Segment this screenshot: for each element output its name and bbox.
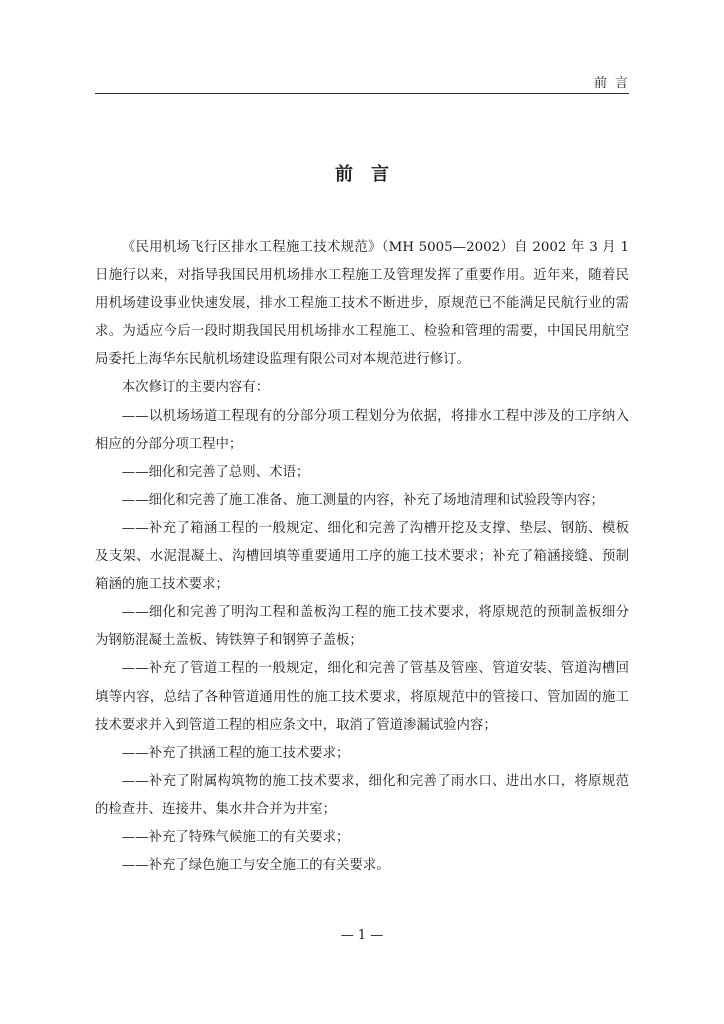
- revision-item: ——以机场场道工程现有的分部分项工程划分为依据，将排水工程中涉及的工序纳入相应的分部分项工程中；: [95, 408, 629, 452]
- revision-item: ——补充了特殊气候施工的有关要求；: [121, 829, 350, 845]
- revision-item: ——补充了箱涵工程的一般规定、细化和完善了沟槽开挖及支撑、垫层、钢筋、模板及支架、水泥混凝土、沟槽回填等重要通用工序的施工技术要求；补充了箱涵接缝、预制箱涵的施工技术要求；: [95, 520, 629, 593]
- revision-item: ——细化和完善了施工准备、施工测量的内容，补充了场地清理和试验段等内容；: [121, 492, 604, 508]
- header-divider: [95, 93, 629, 94]
- body-text: [95, 234, 629, 880]
- revision-item: ——补充了管道工程的一般规定，细化和完善了管基及管座、管道安装、管道沟槽回填等内容，总结了各种管道通用性的施工技术要求，将原规范中的管接口、管加固的施工技术要求并入到管道工程的相应条文中，取消了管道渗漏试验内容；: [95, 661, 629, 733]
- page-title: 前言: [335, 164, 407, 185]
- paragraph-intro: 《民用机场飞行区排水工程施工技术规范》（MH 5005—2002）自 2002 年 3 月 1 日施行以来，对指导我国民用机场排水工程施工及管理发挥了重要作用。近年来，随着民用机场建设事业快速发展，排水工程施工技术不断进步，原规范已不能满足民航行业的需求。为适应今后一段时期我国民用机场排水工程施工、检验和管理的需要，中国民用航空局委托上海华东民航机场建设监理有限公司对本规范进行修订。: [95, 240, 629, 368]
- page-number: — 1 —: [340, 928, 384, 943]
- revision-item: ——细化和完善了总则、术语；: [121, 464, 310, 480]
- revision-item: ——细化和完善了明沟工程和盖板沟工程的施工技术要求，将原规范的预制盖板细分为钢筋混凝土盖板、铸铁箅子和钢箅子盖板；: [95, 605, 629, 649]
- paragraph-revision-intro: 本次修订的主要内容有：: [121, 380, 270, 396]
- revision-item: ——补充了拱涵工程的施工技术要求；: [121, 745, 350, 761]
- revision-item: ——补充了附属构筑物的施工技术要求，细化和完善了雨水口、进出水口，将原规范的检查井、连接井、集水井合并为井室；: [95, 773, 629, 817]
- revision-item: ——补充了绿色施工与安全施工的有关要求。: [121, 858, 390, 874]
- running-header: 前言: [593, 76, 636, 91]
